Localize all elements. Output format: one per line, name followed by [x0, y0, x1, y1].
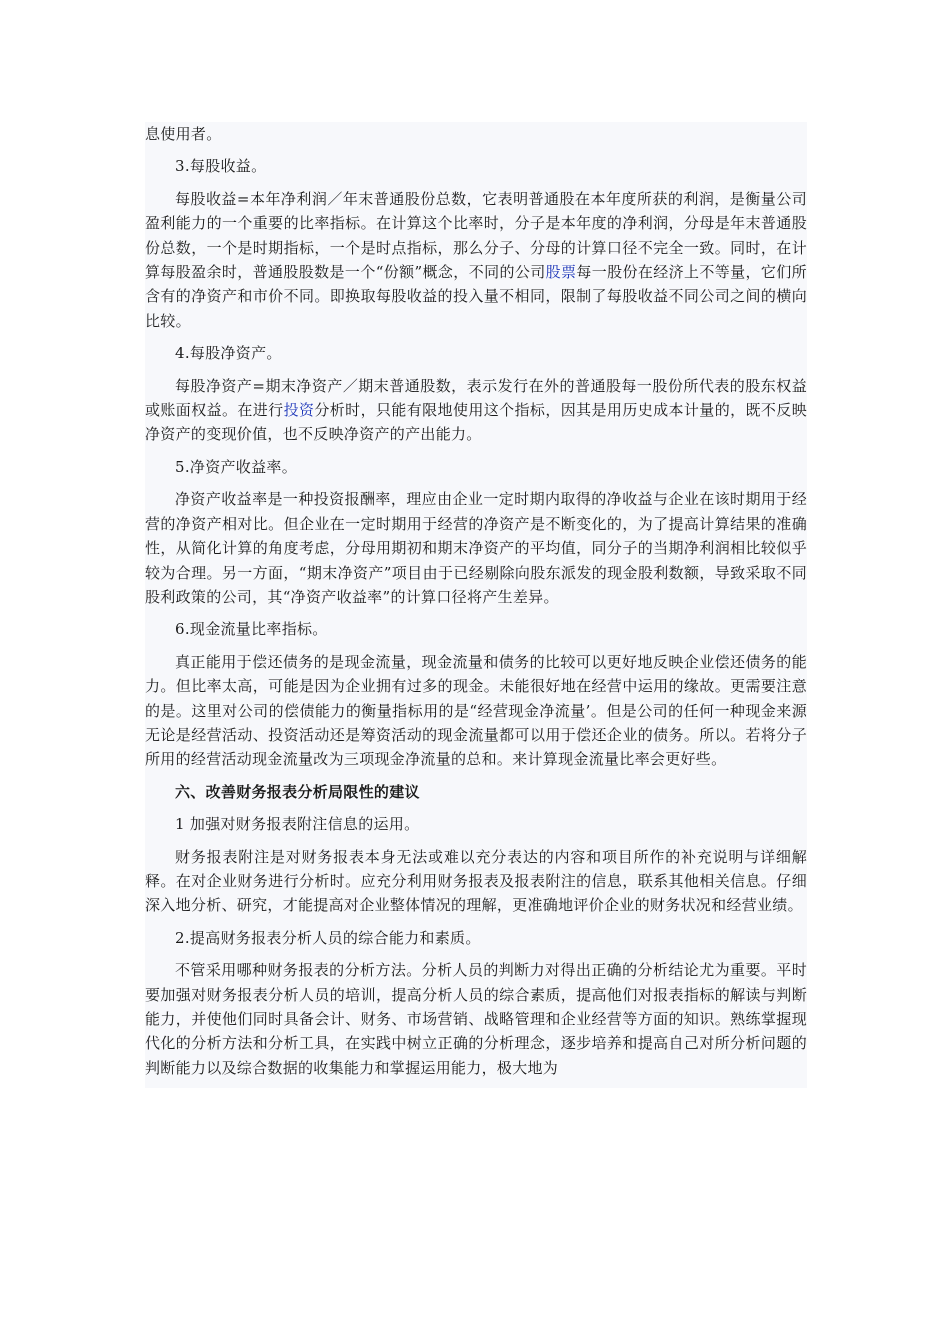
- heading-roe: 5.净资产收益率。: [175, 457, 298, 476]
- paragraph-bvps-part2: 分析时，只能有限地使用这个指标，因其是用历史成本计量的，既不反映净资产的变现价值，也不反映净资产的产出能力。: [145, 401, 807, 444]
- lead-fragment: 息使用者。: [145, 125, 222, 143]
- heading-analyst-ability: 2.提高财务报表分析人员的综合能力和素质。: [175, 928, 481, 947]
- paragraph-cashflow-ratio: 真正能用于偿还债务的是现金流量，现金流量和债务的比较可以更好地反映企业偿还债务的能力。但比率太高，可能是因为企业拥有过多的现金。未能很好地在经营中运用的缘故。更需要注意的是。这里对公司的偿债能力的衡量指标用的是“经营现金净流量’。但是公司的任何一种现金来源无论是经营活动、投资活动还是筹资活动的现金流量都可以用于偿还企业的债务。所以。若将分子所用的经营活动现金流量改为三项现金净流量的总和。来计算现金流量比率会更好些。: [145, 652, 807, 769]
- paragraph-bvps-part1: 每股净资产=期末净资产／期末普通股数，表示发行在外的普通股每一股份所代表的股东权益或账面权益。在进行: [145, 376, 807, 420]
- article-body: [145, 122, 807, 1088]
- heading-eps: 3.每股收益。: [175, 157, 267, 176]
- paragraph-eps-part1: 每股收益=本年净利润／年末普通股份总数，它表明普通股在本年度所获的利润，是衡量公司盈利能力的一个重要的比率指标。在计算这个比率时，分子是本年度的净利润，分母是年末普通股份总数，一个是时期指标，一个是时点指标，那么分子、分母的计算口径不完全一致。同时，在计算每股盈余时，普通股股数是一个“份额”概念，不同的公司: [145, 189, 807, 282]
- paragraph-eps-part2: 每一股份在经济上不等量，它们所含有的净资产和市价不同。即换取每股收益的投入量不相同，限制了每股收益不同公司之间的横向比较。: [145, 263, 807, 330]
- paragraph-bvps: [145, 374, 807, 447]
- link-investment[interactable]: 投资: [283, 401, 315, 420]
- paragraph-analyst-ability: 不管采用哪种财务报表的分析方法。分析人员的判断力对得出正确的分析结论尤为重要。平时要加强对财务报表分析人员的培训，提高分析人员的综合素质，提高他们对报表指标的解读与判断能力，并使他们同时具备会计、财务、市场营销、战略管理和企业经营等方面的知识。熟练掌握现代化的分析方法和分析工具，在实践中树立正确的分析理念，逐步培养和提高自己对所分析问题的判断能力以及综合数据的收集能力和掌握运用能力，极大地为: [145, 961, 807, 1077]
- section-title-suggestions: 六、改善财务报表分析局限性的建议: [175, 782, 420, 801]
- heading-cashflow-ratio: 6.现金流量比率指标。: [175, 620, 328, 639]
- paragraph-roe: 净资产收益率是一种投资报酬率，理应由企业一定时期内取得的净收益与企业在该时期用于经营的净资产相对比。但企业在一定时期用于经营的净资产是不断变化的，为了提高计算结果的准确性，从简化计算的角度考虑，分母用期初和期末净资产的平均值，同分子的当期净利润相比较似乎较为合理。另一方面，“期末净资产”项目由于已经剔除向股东派发的现金股利数额，导致采取不同股利政策的公司，其“净资产收益率”的计算口径将产生差异。: [145, 490, 807, 606]
- link-stocks[interactable]: 股票: [545, 263, 577, 282]
- paragraph-eps: [145, 187, 807, 333]
- heading-notes-usage: 1 加强对财务报表附注信息的运用。: [175, 815, 420, 834]
- paragraph-notes-usage: 财务报表附注是对财务报表本身无法或难以充分表达的内容和项目所作的补充说明与详细解释。在对企业财务进行分析时。应充分利用财务报表及报表附注的信息，联系其他相关信息。仔细深入地分析、研究，才能提高对企业整体情况的理解，更准确地评价企业的财务状况和经营业绩。: [145, 847, 807, 915]
- heading-bvps: 4.每股净资产。: [175, 344, 282, 363]
